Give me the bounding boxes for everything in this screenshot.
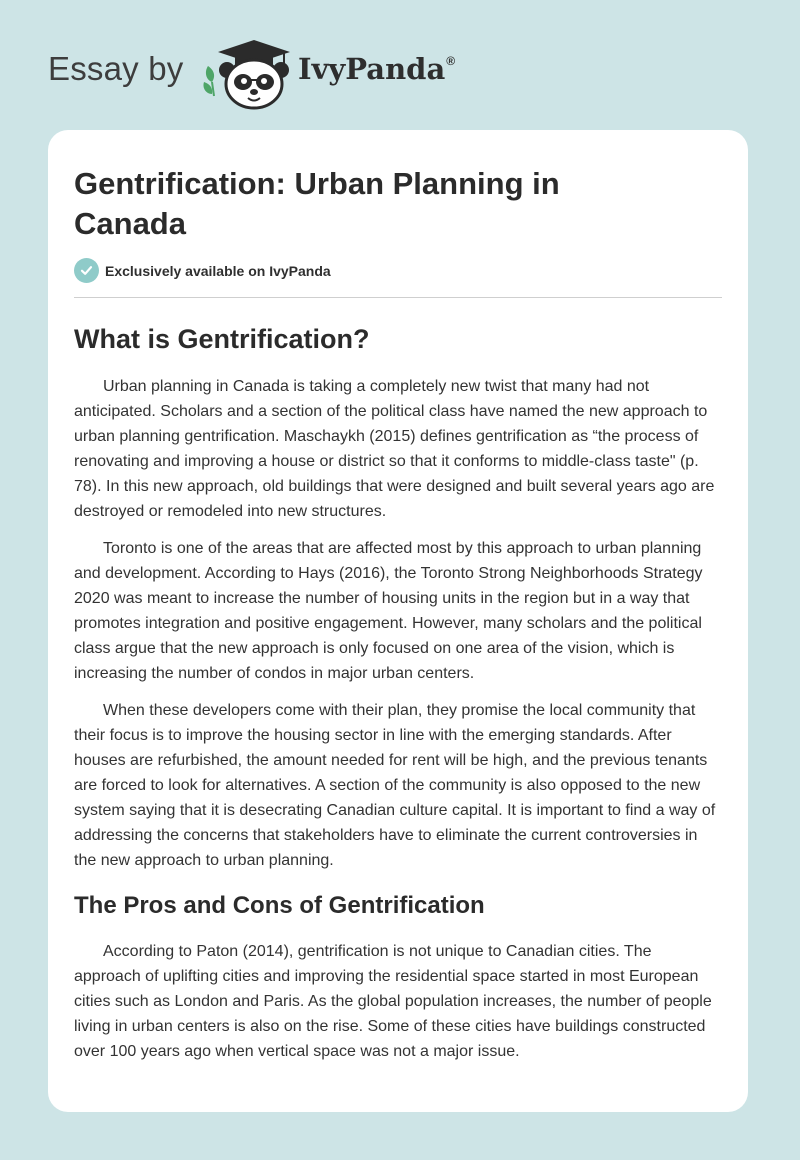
paragraph: According to Paton (2014), gentrification is not unique to Canadian cities. The approach of uplifting cities and improving the residential space started in most European cities such as London and Paris. As the global population increases, the number of people living in urban centers is also on the rise. Some of these cities have buildings constructed over 100 years ago when vertical space was not a major issue. <box>74 943 712 1060</box>
trademark-symbol: ® <box>446 54 456 68</box>
check-circle-icon <box>74 258 99 283</box>
exclusive-label: Exclusively available on IvyPanda <box>105 262 331 279</box>
brand-prefix: Essay by <box>48 50 184 87</box>
brand-name[interactable] <box>298 52 454 86</box>
exclusive-badge <box>74 258 722 283</box>
paragraph: Toronto is one of the areas that are affected most by this approach to urban planning and development. According to Hays (2016), the Toronto Strong Neighborhoods Strategy 2020 was meant to increase the number of housing units in the region but in a way that promotes integration and positive engagement. However, many scholars and the political class argue that the new approach is only focused on one area of the vision, which is increasing the number of condos in major urban centers. <box>74 540 703 682</box>
section-heading-pros-and-cons: The Pros and Cons of Gentrification <box>74 892 485 919</box>
site-header <box>0 0 800 130</box>
section-heading-what-is-gentrification: What is Gentrification? <box>74 324 370 354</box>
divider <box>74 297 722 298</box>
page-title: Gentrification: Urban Planning in Canada <box>74 166 560 241</box>
paragraph: When these developers come with their plan, they promise the local community that their focus is to improve the housing sector in line with the emerging standards. After houses are refurbished, the amount needed for rent will be high, and the previous tenants are forced to look for alternatives. A section of the community is also opposed to the new system saying that it is desecrating Canadian culture capital. It is important to find a way of addressing the concerns that stakeholders have to eliminate the current controversies in the new approach to urban planning. <box>74 702 716 869</box>
panda-graduate-icon[interactable] <box>200 36 292 110</box>
brand-name-text: IvyPanda <box>298 52 446 86</box>
article-card <box>48 130 748 1112</box>
paragraph: Urban planning in Canada is taking a completely new twist that many had not anticipated. Scholars and a section of the political class have named the new approach to urban planning gentrification. Maschaykh (2015) defines gentrification as “the process of renovating and improving a house or district so that it conforms to middle-class taste" (p. 78). In this new approach, old buildings that were designed and built several years ago are destroyed or remodeled into new structures. <box>74 378 715 520</box>
